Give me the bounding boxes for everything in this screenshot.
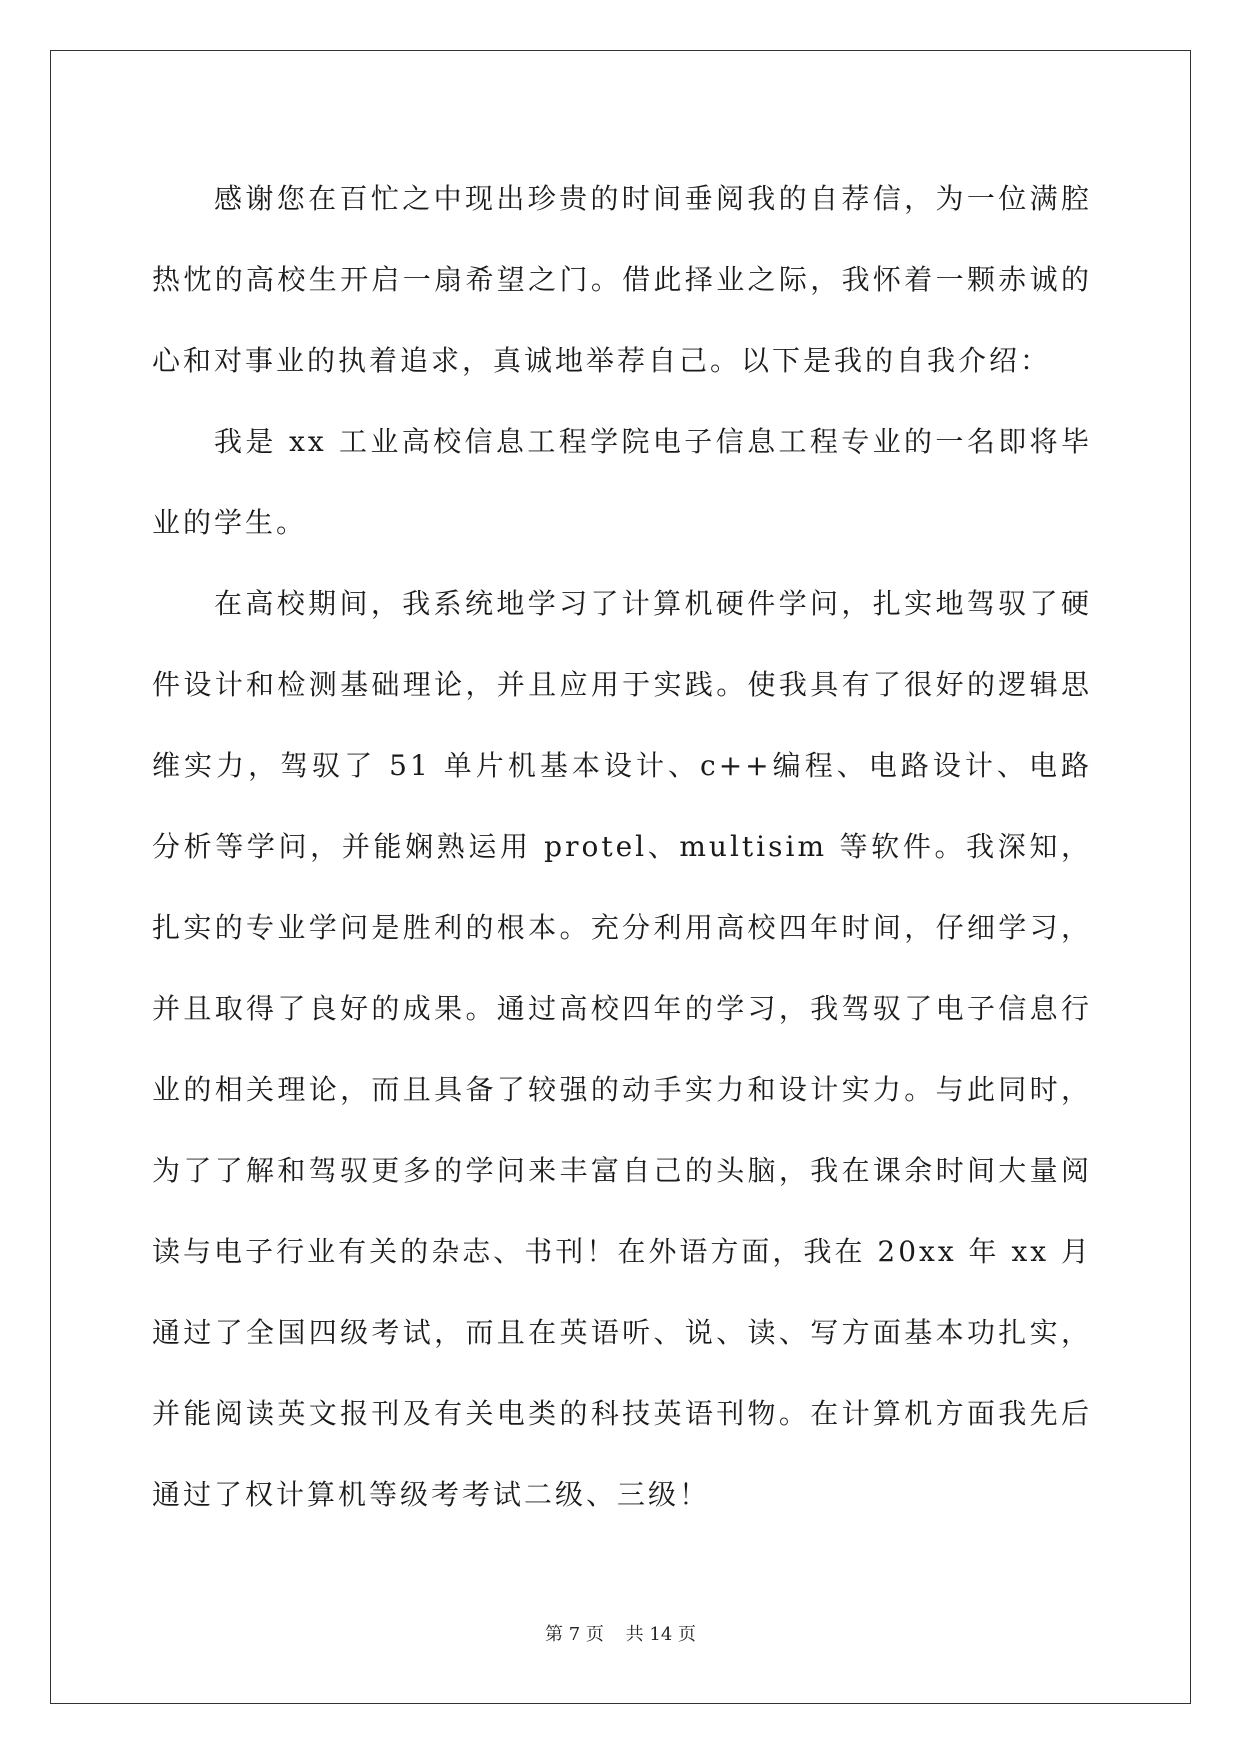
- paragraph-identity: 我是 xx 工业高校信息工程学院电子信息工程专业的一名即将毕业的学生。: [152, 425, 1092, 539]
- page-number-current: 第 7 页: [545, 1624, 604, 1645]
- document-body: [152, 158, 1092, 1535]
- page-footer: [0, 1620, 1241, 1646]
- paragraph-experience: 在高校期间，我系统地学习了计算机硬件学问，扎实地驾驭了硬件设计和检测基础理论，并且应用于实践。使我具有了很好的逻辑思维实力，驾驭了 51 单片机基本设计、c++编程、电路设计、电路分析等学问，并能娴熟运用 protel、multisim 等软件。我深知，扎实的专业学问是胜利的根本。充分利用高校四年时间，仔细学习，并且取得了良好的成果。通过高校四年的学习，我驾驭了电子信息行业的相关理论，而且具备了较强的动手实力和设计实力。与此同时，为了了解和驾驭更多的学问来丰富自己的头脑，我在课余时间大量阅读与电子行业有关的杂志、书刊！在外语方面，我在 20xx 年 xx 月通过了全国四级考试，而且在英语听、说、读、写方面基本功扎实，并能阅读英文报刊及有关电类的科技英语刊物。在计算机方面我先后通过了权计算机等级考考试二级、三级！: [152, 587, 1092, 1511]
- paragraph-intro: 感谢您在百忙之中现出珍贵的时间垂阅我的自荐信，为一位满腔热忱的高校生开启一扇希望之门。借此择业之际，我怀着一颗赤诚的心和对事业的执着追求，真诚地举荐自己。以下是我的自我介绍：: [152, 182, 1092, 377]
- page-number-total: 共 14 页: [625, 1624, 696, 1645]
